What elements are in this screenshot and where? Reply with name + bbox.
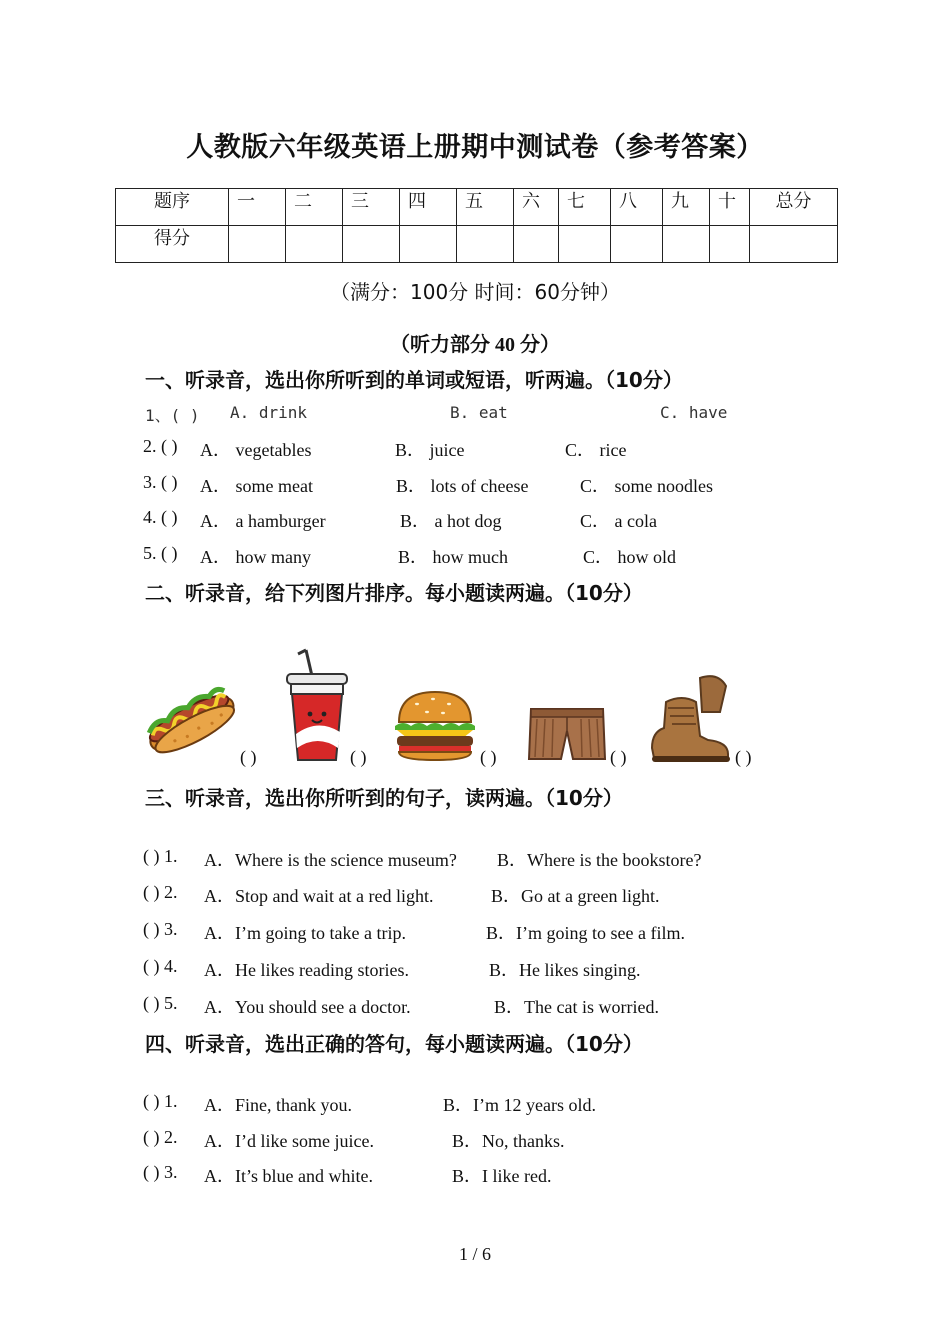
shorts-picture [527,705,607,763]
page-number: 1 / 6 [458,1244,491,1264]
s4-q2-number: ( ) 2. [143,1127,178,1147]
s4-q3-option-b: B．I like red. [452,1166,552,1186]
q2-option-a: A． vegetables [200,440,312,460]
s3-q1-number: ( ) 1. [143,846,178,866]
section-1-heading: 一、听录音，选出你所听到的单词或短语，听两遍。（10分） [145,368,683,392]
s3-q3-option-a: A．I’m going to take a trip. [204,923,406,943]
table-cell: 二 [286,189,343,226]
s4-q2-option-b: B．No, thanks. [452,1131,565,1151]
q2-option-c: C． rice [565,440,627,460]
q5-option-a: A． how many [200,547,311,567]
table-cell: 总分 [750,189,838,226]
page-title: 人教版六年级英语上册期中测试卷（参考答案） [186,132,764,163]
score-cell[interactable] [457,226,514,263]
q1-number: 1、( ) [145,406,200,425]
s4-q3-option-a: A．It’s blue and white. [204,1166,373,1186]
s4-q1-option-a: A．Fine, thank you. [204,1095,352,1115]
q4-option-a: A． a hamburger [200,511,326,531]
picture-5-answer-blank[interactable]: ( ) [735,747,752,767]
s4-q2-option-a: A．I’d like some juice. [204,1131,374,1151]
hotdog-picture [143,678,239,762]
s3-q1-option-a: A．Where is the science museum? [204,850,457,870]
table-cell: 十 [710,189,750,226]
section-3-heading: 三、听录音，选出你所听到的句子，读两遍。（10分） [145,786,623,810]
q3-option-b: B． lots of cheese [396,476,529,496]
picture-1-answer-blank[interactable]: ( ) [240,747,257,767]
score-table [115,188,838,263]
q5-option-b: B． how much [398,547,508,567]
table-cell: 八 [611,189,663,226]
table-cell: 五 [457,189,514,226]
table-cell: 一 [229,189,286,226]
s3-q2-number: ( ) 2. [143,882,178,902]
q5-option-c: C． how old [583,547,677,567]
score-table-header-row [116,189,838,226]
s3-q4-number: ( ) 4. [143,956,178,976]
cola-picture [284,648,350,764]
q1-option-a: A. drink [230,403,308,422]
q3-option-c: C． some noodles [580,476,713,496]
section-2-heading: 二、听录音，给下列图片排序。每小题读两遍。（10分） [145,581,643,605]
s3-q3-number: ( ) 3. [143,919,178,939]
picture-3-answer-blank[interactable]: ( ) [480,747,497,767]
hamburger-picture [393,688,477,762]
score-cell[interactable] [559,226,611,263]
s3-q5-number: ( ) 5. [143,993,178,1013]
table-cell: 四 [400,189,457,226]
score-cell[interactable] [750,226,838,263]
table-cell: 得分 [116,226,229,263]
q3-option-a: A． some meat [200,476,313,496]
score-cell[interactable] [229,226,286,263]
table-cell: 题序 [116,189,229,226]
score-cell[interactable] [514,226,559,263]
s3-q4-option-a: A．He likes reading stories. [204,960,409,980]
s3-q1-option-b: B．Where is the bookstore? [497,850,702,870]
score-cell[interactable] [286,226,343,263]
table-cell: 三 [343,189,400,226]
s4-q1-number: ( ) 1. [143,1091,178,1111]
boots-picture [648,672,732,764]
s3-q5-option-a: A．You should see a doctor. [204,997,411,1017]
q1-option-c: C. have [660,403,728,422]
score-cell[interactable] [400,226,457,263]
q5-number: 5. ( ) [143,543,178,563]
section-4-heading: 四、听录音，选出正确的答句，每小题读两遍。（10分） [145,1032,643,1056]
exam-info: （满分：100分 时间：60分钟） [330,280,620,304]
s3-q2-option-b: B．Go at a green light. [491,886,660,906]
picture-4-answer-blank[interactable]: ( ) [610,747,627,767]
q2-option-b: B． juice [395,440,465,460]
listening-part-label: （听力部分 40 分） [390,334,560,356]
s3-q3-option-b: B．I’m going to see a film. [486,923,685,943]
s4-q1-option-b: B．I’m 12 years old. [443,1095,596,1115]
q1-option-b: B. eat [450,403,508,422]
table-cell: 六 [514,189,559,226]
score-table-score-row [116,226,838,263]
score-cell[interactable] [611,226,663,263]
table-cell: 九 [663,189,710,226]
score-cell[interactable] [663,226,710,263]
q2-number: 2. ( ) [143,436,178,456]
s3-q4-option-b: B．He likes singing. [489,960,641,980]
picture-2-answer-blank[interactable]: ( ) [350,747,367,767]
score-cell[interactable] [343,226,400,263]
s3-q5-option-b: B．The cat is worried. [494,997,659,1017]
q3-number: 3. ( ) [143,472,178,492]
table-cell: 七 [559,189,611,226]
q4-option-b: B． a hot dog [400,511,502,531]
s4-q3-number: ( ) 3. [143,1162,178,1182]
s3-q2-option-a: A．Stop and wait at a red light. [204,886,434,906]
q4-option-c: C． a cola [580,511,657,531]
q4-number: 4. ( ) [143,507,178,527]
score-cell[interactable] [710,226,750,263]
